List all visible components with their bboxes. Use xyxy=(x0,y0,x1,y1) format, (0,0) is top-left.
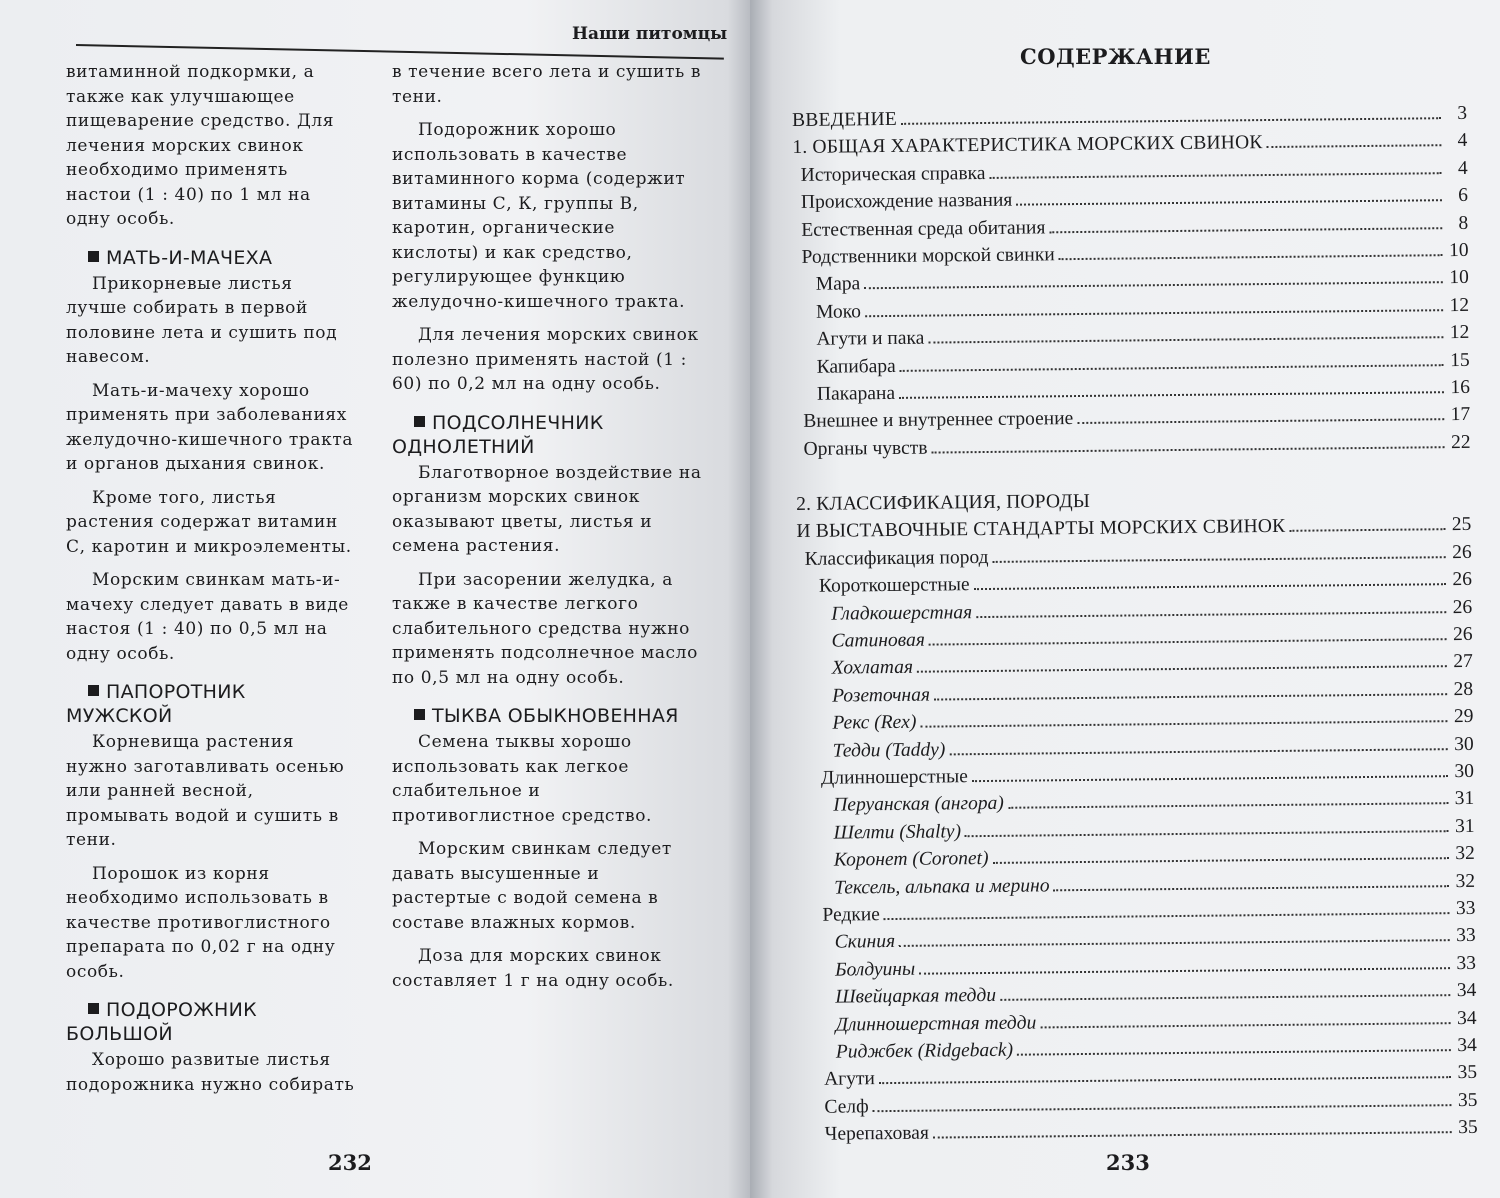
dot-leader xyxy=(928,336,1443,343)
toc-entry-page: 33 xyxy=(1456,952,1477,974)
text-column-2 xyxy=(392,60,704,1002)
dot-leader xyxy=(949,748,1447,755)
paragraph: Прикорневые листья лучше собирать в первой половине лета и сушить под навесом. xyxy=(66,273,338,367)
toc-entry-title: Длинношерстные xyxy=(820,766,968,789)
toc-entry-page: 10 xyxy=(1448,239,1469,262)
toc-entry-page: 27 xyxy=(1453,651,1473,673)
paragraph: Морским свинкам следует давать высушенные и растертые с водой семена в составе влажных кормов. xyxy=(392,839,672,933)
square-bullet-icon xyxy=(88,685,99,696)
toc-entry-page: 26 xyxy=(1452,569,1473,591)
dot-leader xyxy=(899,391,1444,399)
toc-entry-title: Естественная среда обитания xyxy=(801,216,1046,241)
running-header: Наши питомцы xyxy=(572,24,728,44)
toc-title: СОДЕРЖАНИЕ xyxy=(1020,44,1211,69)
toc-entry-page: 34 xyxy=(1457,1034,1477,1056)
toc-entry-title: Агути и пака xyxy=(816,327,925,350)
dot-leader xyxy=(920,720,1447,728)
toc-entry-title: Перуанская (ангора) xyxy=(833,793,1004,816)
toc-entry-title: Происхождение названия xyxy=(800,189,1013,214)
toc-entry-page: 33 xyxy=(1455,897,1476,920)
toc-entry-title: ВВЕДЕНИЕ xyxy=(792,108,898,131)
toc-entry-title: Моко xyxy=(816,301,862,323)
toc-entry-title: Скиния xyxy=(834,931,896,953)
toc-entry-page: 33 xyxy=(1456,925,1476,947)
toc-entry-title: Швейцаркая тедди xyxy=(835,985,997,1008)
dot-leader xyxy=(865,309,1443,317)
toc-entry-title: Родственники морской свинки xyxy=(801,244,1055,268)
dot-leader xyxy=(879,1076,1451,1084)
toc-entry-title: Рекс (Rex) xyxy=(832,711,917,734)
toc-entry-title: Капибара xyxy=(816,355,896,378)
toc-entry-page: 25 xyxy=(1451,514,1472,536)
toc-entry-page: 12 xyxy=(1449,294,1470,316)
dot-leader xyxy=(1008,803,1448,810)
toc-entry-page: 12 xyxy=(1449,322,1470,344)
dot-leader xyxy=(1040,1022,1450,1028)
paragraph: в течение всего лета и сушить в тени. xyxy=(392,62,701,107)
toc-entry-title: Розеточная xyxy=(832,684,931,707)
paragraph: Кроме того, листья растения содержат витамин С, каротин и микроэлементы. xyxy=(66,487,352,557)
dot-leader xyxy=(901,117,1441,125)
paragraph: При засорении желудка, а также в качестве легкого слабительного средства нужно применять подсолнечное масло по 0,5 мл на одну особь. xyxy=(392,569,698,688)
toc-entry-title: Историческая справка xyxy=(800,162,986,186)
square-bullet-icon xyxy=(88,1003,99,1014)
dot-leader xyxy=(1077,418,1444,424)
dot-leader xyxy=(974,583,1446,590)
toc-entry-title: 2. КЛАССИФИКАЦИЯ, ПОРОДЫ xyxy=(796,490,1091,516)
toc-entry-page: 29 xyxy=(1453,706,1474,728)
paragraph: Хорошо развитые листья подорожника нужно собирать xyxy=(66,1050,355,1095)
paragraph: Благотворное воздействие на организм морских свинок оказывают цветы, листья и семена растения. xyxy=(392,462,702,556)
toc-entry-title: Редкие xyxy=(822,904,881,926)
section-heading xyxy=(392,411,704,459)
paragraph: витаминной подкормки, а также как улучшающее пищеварение средство. Для лечения морских свинок необходимо применять настои (1 : 40) по 1 мл на одну особь. xyxy=(66,62,335,229)
toc-entry-title: Селф xyxy=(824,1095,869,1118)
dot-leader xyxy=(919,967,1450,975)
dot-leader xyxy=(1049,227,1442,233)
toc-entry-title: Органы чувств xyxy=(803,437,928,460)
square-bullet-icon xyxy=(414,416,425,427)
square-bullet-icon xyxy=(88,251,99,262)
table-of-contents xyxy=(792,103,1478,1151)
dot-leader xyxy=(1059,254,1443,260)
toc-entry-page: 26 xyxy=(1452,541,1472,563)
dot-leader xyxy=(864,282,1443,290)
dot-leader xyxy=(965,830,1449,837)
dot-leader xyxy=(1054,885,1450,891)
dot-leader xyxy=(932,446,1445,453)
toc-entry-page: 34 xyxy=(1456,979,1477,1002)
toc-entry-page: 26 xyxy=(1452,596,1473,618)
toc-entry-title: Гладкошерстная xyxy=(831,601,973,625)
toc-entry-page: 32 xyxy=(1455,843,1475,865)
dot-leader xyxy=(917,666,1447,674)
toc-entry-title: Коронет (Coronet) xyxy=(833,848,989,871)
paragraph: Мать-и-мачеху хорошо применять при заболеваниях желудочно-кишечного тракта и органов дыхания свинок. xyxy=(66,380,354,474)
toc-entry-title: Длинношерстная тедди xyxy=(835,1011,1037,1036)
dot-leader xyxy=(873,1104,1452,1112)
toc-entry-page: 30 xyxy=(1454,733,1474,755)
right-page xyxy=(750,0,1500,1198)
toc-entry-title: И ВЫСТАВОЧНЫЕ СТАНДАРТЫ МОРСКИХ СВИНОК xyxy=(796,516,1286,543)
paragraph: Порошок из корня необходимо использовать в качестве противоглистного препарата по 0,02 г на одну особь. xyxy=(66,863,336,982)
toc-entry-page: 35 xyxy=(1457,1062,1478,1084)
toc-entry-page: 6 xyxy=(1458,185,1469,207)
toc-entry-page: 4 xyxy=(1457,157,1468,179)
dot-leader xyxy=(899,939,1450,947)
toc-entry-page: 32 xyxy=(1455,870,1476,892)
toc-entry-page: 34 xyxy=(1456,1007,1477,1029)
toc-entry-page: 15 xyxy=(1450,349,1470,371)
section-heading-text: ПОДСОЛНЕЧНИК ОДНОЛЕТНИЙ xyxy=(392,411,604,458)
page-number-left: 232 xyxy=(328,1150,372,1175)
toc-entry-page: 35 xyxy=(1457,1089,1478,1111)
header-rule xyxy=(76,44,724,60)
toc-entry-page: 10 xyxy=(1449,267,1469,289)
dot-leader xyxy=(1016,199,1442,205)
toc-entry-page: 3 xyxy=(1457,102,1468,125)
toc-entry-title: Тексель, альпака и мерино xyxy=(834,874,1050,899)
toc-entry-page: 8 xyxy=(1458,212,1469,234)
dot-leader xyxy=(1000,994,1450,1001)
dot-leader xyxy=(900,364,1444,372)
dot-leader xyxy=(993,556,1446,563)
toc-entry-title: Агути xyxy=(824,1068,876,1090)
toc-entry-title: Короткошерстные xyxy=(818,574,970,597)
dot-leader xyxy=(933,1131,1452,1138)
toc-entry-title: Черепаховая xyxy=(824,1122,929,1145)
toc-entry-title: Внешнее и внутреннее строение xyxy=(803,408,1074,433)
toc-entry-title: Мара xyxy=(815,273,861,296)
toc-entry-title: 1. ОБЩАЯ ХАРАКТЕРИСТИКА МОРСКИХ СВИНОК xyxy=(792,132,1263,159)
section-heading-text: ПОДОРОЖНИК БОЛЬШОЙ xyxy=(66,999,257,1045)
toc-entry-title: Риджбек (Ridgeback) xyxy=(835,1039,1014,1063)
dot-leader xyxy=(1289,529,1445,533)
text-column-1 xyxy=(66,60,358,1106)
dot-leader xyxy=(989,172,1441,179)
dot-leader xyxy=(1017,1049,1451,1056)
toc-entry-title: Тедди (Taddy) xyxy=(832,739,946,762)
paragraph: Доза для морских свинок составляет 1 г на одну особь. xyxy=(392,946,674,991)
toc-entry-page: 17 xyxy=(1450,404,1471,426)
dot-leader xyxy=(934,693,1447,700)
toc-entry-page: 26 xyxy=(1452,623,1473,646)
dot-leader xyxy=(929,638,1447,645)
section-heading-text: ТЫКВА ОБЫКНОВЕННАЯ xyxy=(432,705,679,727)
section-heading xyxy=(66,680,358,728)
paragraph: Подорожник хорошо использовать в качестве витаминного корма (содержит витамины С, К, группы В, каротин, органические кислоты) и как средство, регулирующее функцию желудочно-кишечного тракта. xyxy=(392,120,686,312)
page-number-right: 233 xyxy=(1106,1150,1150,1175)
toc-entry-page: 31 xyxy=(1454,815,1475,837)
dot-leader xyxy=(976,611,1446,618)
toc-entry-page: 35 xyxy=(1458,1116,1478,1139)
toc-entry-page: 22 xyxy=(1450,431,1471,453)
paragraph: Для лечения морских свинок полезно применять настой (1 : 60) по 0,2 мл на одну особь. xyxy=(392,325,699,394)
toc-entry-title: Болдуины xyxy=(834,958,916,981)
toc-entry-page: 16 xyxy=(1450,376,1471,399)
section-heading xyxy=(392,704,704,728)
toc-entry-title: Хохлатая xyxy=(831,657,914,680)
section-heading xyxy=(66,998,358,1046)
toc-entry xyxy=(803,1117,1478,1151)
dot-leader xyxy=(972,775,1448,782)
section-heading xyxy=(66,246,358,270)
paragraph: Морским свинкам мать-и-мачеху следует давать в виде настоя (1 : 40) по 0,5 мл на одну особь. xyxy=(66,570,349,664)
toc-entry-page: 28 xyxy=(1453,678,1474,700)
dot-leader xyxy=(1267,145,1442,149)
paragraph: Корневища растения нужно заготавливать осенью или ранней весной, промывать водой и сушить в тени. xyxy=(66,732,345,850)
toc-entry-page: 4 xyxy=(1457,130,1468,152)
section-heading-text: МАТЬ-И-МАЧЕХА xyxy=(106,246,273,269)
section-heading-text: ПАПОРОТНИК МУЖСКОЙ xyxy=(66,681,246,727)
dot-leader xyxy=(884,912,1450,920)
paragraph: Семена тыквы хорошо использовать как легкое слабительное и противоглистное средство. xyxy=(392,732,653,826)
toc-entry-title: Пакарана xyxy=(816,382,896,405)
toc-entry-title: Классификация пород xyxy=(804,546,989,570)
dot-leader xyxy=(993,857,1449,864)
toc-entry-page: 30 xyxy=(1454,760,1475,783)
toc-entry-page: 31 xyxy=(1454,788,1475,810)
toc-entry-title: Сатиновая xyxy=(831,629,925,652)
toc-entry-title: Шелти (Shalty) xyxy=(833,821,962,844)
square-bullet-icon xyxy=(414,709,425,720)
